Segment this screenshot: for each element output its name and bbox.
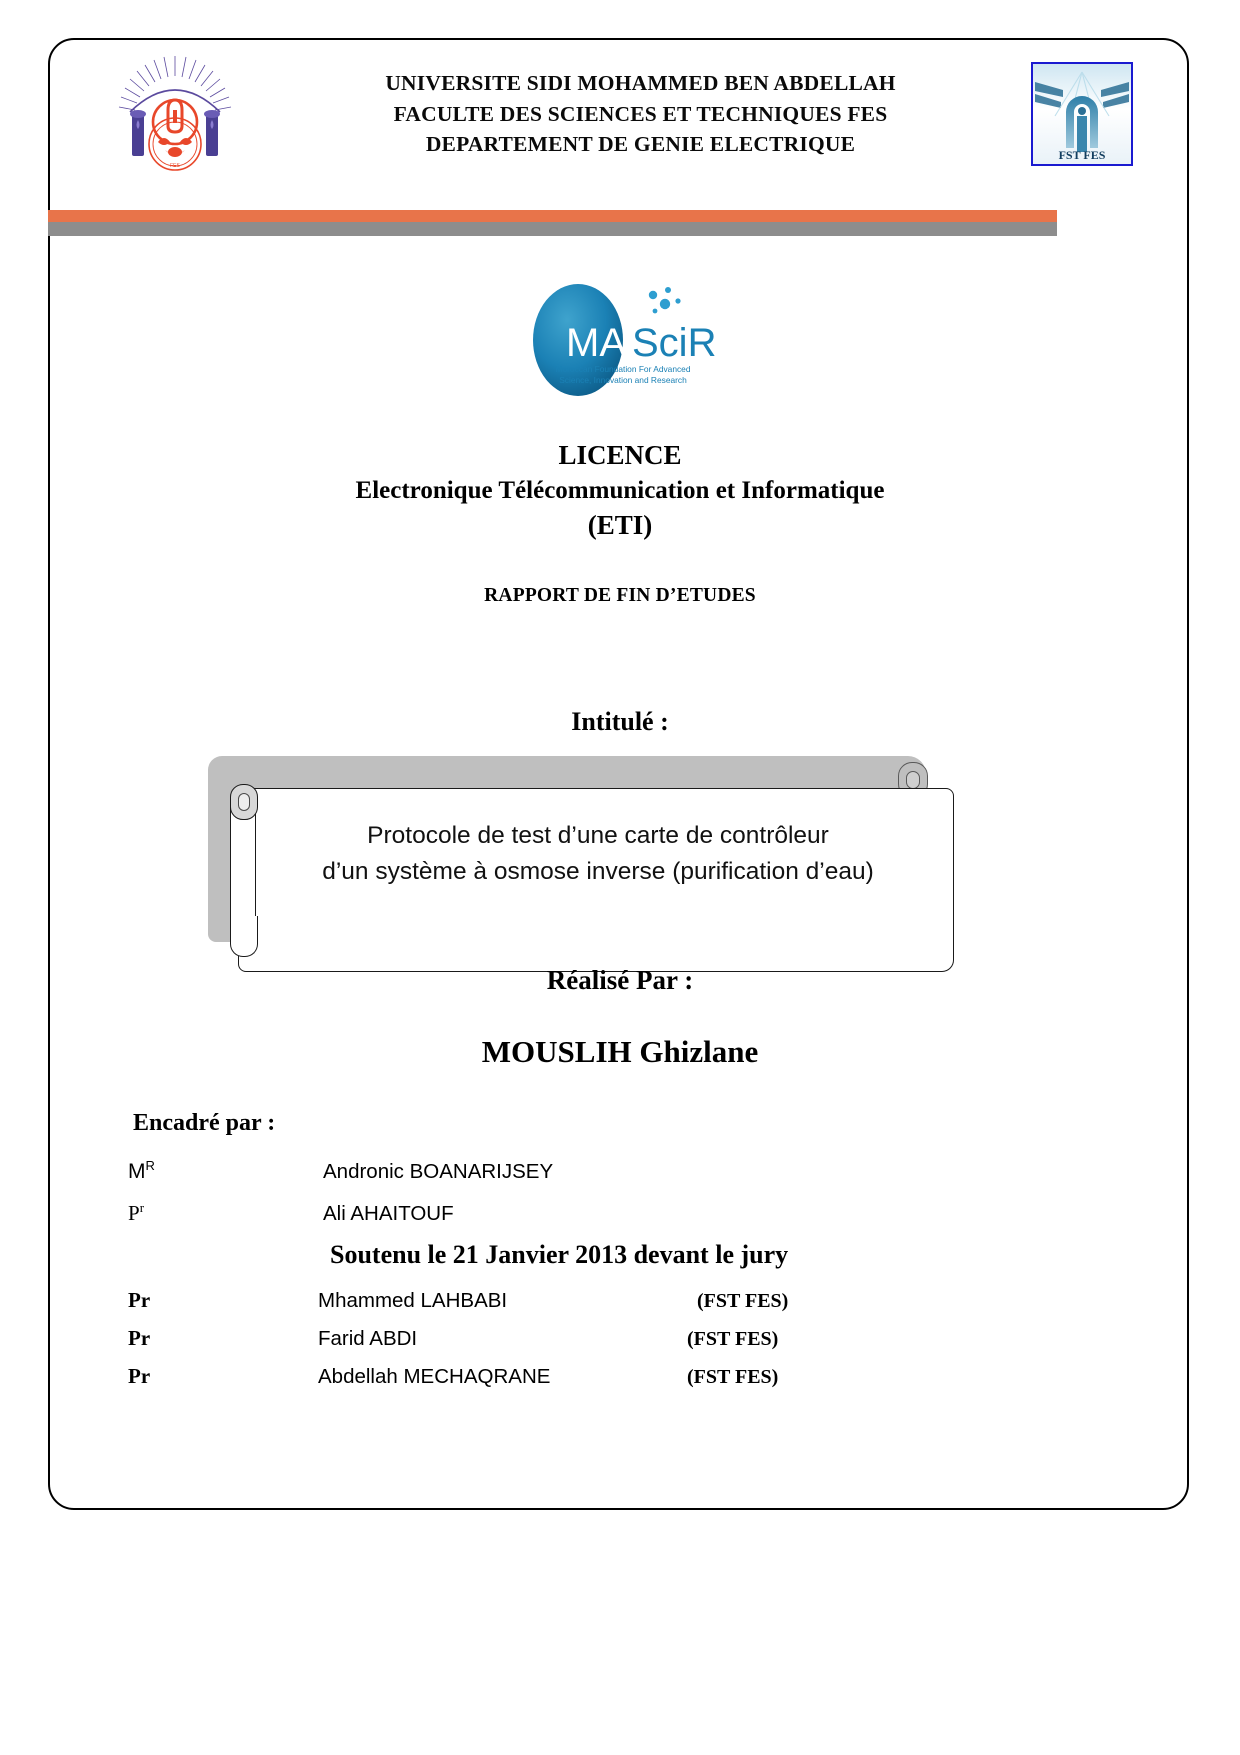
- mascir-tagline-line1: Moroccan Foundation For Advanced: [555, 364, 691, 374]
- gray-divider-bar: [48, 222, 1057, 236]
- usmba-university-seal-logo: [110, 54, 240, 174]
- defense-statement: Soutenu le 21 Janvier 2013 devant le jury: [330, 1240, 789, 1269]
- degree-specialty: Electronique Télécommunication et Informatique: [355, 476, 885, 504]
- header-title-block: [240, 68, 1031, 160]
- author-name: MOUSLIH Ghizlane: [481, 1034, 759, 1069]
- jury-name: Abdellah MECHAQRANE: [318, 1365, 551, 1388]
- title-label: Intitulé :: [571, 707, 669, 736]
- supervisor-row: [128, 1200, 1028, 1226]
- diploma-block: [0, 438, 1240, 543]
- fst-fes-logo-svg: [1033, 64, 1131, 164]
- mascir-tagline-line2: Science, Innovation and Research: [559, 375, 687, 385]
- degree-abbreviation: (ETI): [587, 509, 653, 540]
- header-line-university: UNIVERSITE SIDI MOHAMMED BEN ABDELLAH: [385, 71, 896, 96]
- degree-name: LICENCE: [558, 440, 682, 470]
- orange-divider-bar: [48, 210, 1057, 222]
- svg-text:FES: FES: [170, 163, 180, 169]
- supervisor-name: Ali AHAITOUF: [323, 1202, 454, 1225]
- project-title-text: [268, 818, 928, 891]
- fst-fes-caption: FST FES: [1058, 148, 1106, 162]
- jury-affiliation: (FST FES): [687, 1366, 779, 1388]
- mascir-wordmark-dark: SciR: [632, 321, 717, 365]
- author-label: Réalisé Par :: [546, 965, 694, 995]
- usmba-seal-svg: [110, 54, 240, 174]
- header-line-faculty: FACULTE DES SCIENCES ET TECHNIQUES FES: [393, 101, 888, 126]
- supervisor-role: $P^r$: [128, 1200, 145, 1225]
- scroll-curl-top: [230, 784, 258, 820]
- report-type-label: RAPPORT DE FIN D’ETUDES: [484, 585, 756, 606]
- jury-row: [128, 1288, 1128, 1313]
- jury-role: Pr: [128, 1326, 151, 1350]
- jury-role: Pr: [128, 1364, 151, 1388]
- header-line-department: DEPARTEMENT DE GENIE ELECTRIQUE: [425, 132, 856, 157]
- supervisor-row: [128, 1158, 1028, 1184]
- jury-row: [128, 1364, 1128, 1389]
- mascir-logo: [520, 278, 720, 408]
- supervision-label: Encadré par :: [133, 1110, 276, 1136]
- document-header: [48, 38, 1189, 190]
- project-title-scroll-banner: [208, 756, 956, 974]
- jury-role: Pr: [128, 1288, 151, 1312]
- fst-fes-logo: [1031, 62, 1133, 166]
- jury-row: [128, 1326, 1128, 1351]
- jury-affiliation: (FST FES): [687, 1328, 779, 1350]
- scroll-curl-bottom: [230, 916, 258, 957]
- mascir-logo-container: [0, 278, 1240, 413]
- jury-name: Mhammed LAHBABI: [318, 1289, 508, 1312]
- mascir-wordmark-light: MA: [566, 321, 626, 365]
- supervisor-role: $M^R$: [128, 1158, 155, 1183]
- project-title-line-1: Protocole de test d’une carte de contrôleur: [367, 822, 829, 849]
- jury-affiliation: (FST FES): [697, 1290, 789, 1312]
- jury-name: Farid ABDI: [318, 1327, 418, 1350]
- supervisor-name: Andronic BOANARIJSEY: [323, 1160, 554, 1183]
- mascir-logo-svg: [520, 278, 720, 408]
- project-title-line-2: d’un système à osmose inverse (purification d’eau): [322, 858, 874, 886]
